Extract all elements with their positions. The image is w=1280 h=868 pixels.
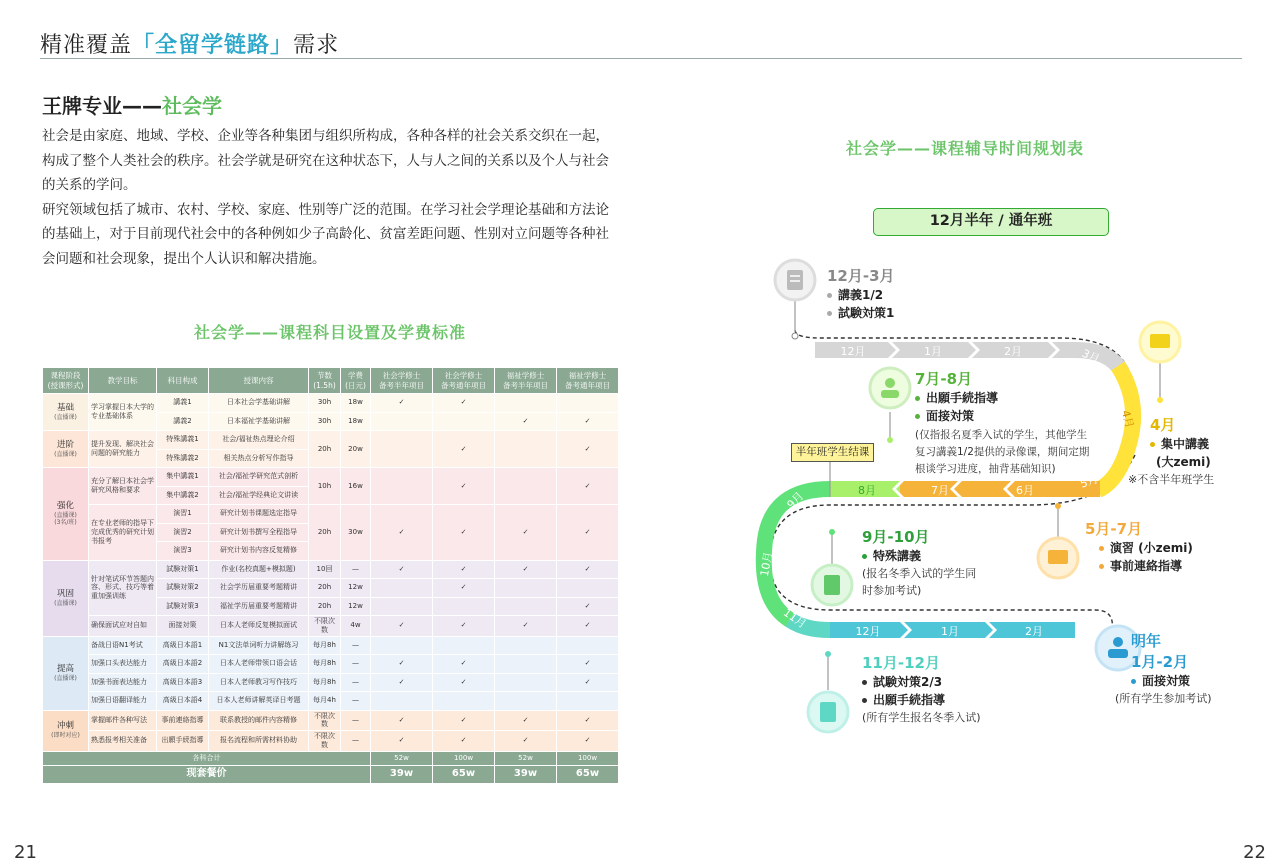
stage-cell: 强化 (直播课) (3名/班) <box>43 468 89 561</box>
stage-cell: 冲刺 (即时对应) <box>43 710 89 751</box>
period-11-12-item: 出願手続指導 <box>873 693 946 707</box>
check-cell: ✓ <box>433 710 495 731</box>
header-bracket-left: 「 <box>132 33 156 58</box>
period-4-item: 集中講義 <box>1161 437 1210 451</box>
subject-cell: 試験対策3 <box>157 597 209 616</box>
intro-paragraph-1: 社会是由家庭、地域、学校、企业等各种集团与组织所构成，各种各样的社会关系交织在一起，构成了整个人类社会的秩序。社会学就是研究在这种状态下，人与人之间的关系以及个人与社会的关系的学问。 <box>42 128 609 193</box>
table-title: 社会学——课程科目设置及学费标准 <box>193 323 466 342</box>
subject-cell: 高級日本語4 <box>157 692 209 711</box>
lesson-cell: 20h <box>309 579 341 598</box>
period-1-2-year: 明年 <box>1131 632 1162 650</box>
lesson-cell: 10回 <box>309 560 341 579</box>
lesson-cell: 每月4h <box>309 692 341 711</box>
check-cell: ✓ <box>371 394 433 413</box>
period-12-3-title: 12月-3月 <box>827 267 895 285</box>
schedule-title: 社会学——课程辅导时间规划表 <box>846 139 1085 158</box>
subject-cell: 集中講義1 <box>157 468 209 487</box>
period-7-8-title: 7月-8月 <box>915 370 973 388</box>
fee-cell: — <box>341 692 371 711</box>
sum-cell: 100w <box>433 751 495 765</box>
stage-cell: 进阶 (直播课) <box>43 431 89 468</box>
lesson-cell: 不限次数 <box>309 616 341 637</box>
check-cell: ✓ <box>433 431 495 468</box>
price-cell: 39w <box>371 765 433 783</box>
period-11-12-item: 試験対策2/3 <box>873 675 943 689</box>
check-cell: ✓ <box>557 412 619 431</box>
price-label: 现套餐价 <box>43 765 371 783</box>
period-1-2-note: (所有学生参加考试) <box>1115 692 1212 705</box>
check-cell: ✓ <box>495 731 557 752</box>
goal-cell: 针对笔试环节答题内容、形式、技巧等着重加强训练 <box>89 560 157 616</box>
content-cell: 福祉学历届重要考题精讲 <box>209 597 309 616</box>
check-cell: ✓ <box>433 505 495 561</box>
fee-cell: — <box>341 731 371 752</box>
lesson-cell: 每月8h <box>309 636 341 655</box>
table-header-cell: 福祉学修士 备考半年项目 <box>495 368 557 394</box>
track-month-12: 12月 <box>840 345 866 358</box>
track-month-3: 3月 <box>1079 346 1102 367</box>
goal-cell: 熟悉报考相关准备 <box>89 731 157 752</box>
check-cell: ✓ <box>433 560 495 579</box>
subject-cell: 集中講義2 <box>157 486 209 505</box>
goal-cell: 确保面试应对自如 <box>89 616 157 637</box>
check-cell: ✓ <box>557 597 619 616</box>
lesson-cell: 每月8h <box>309 655 341 674</box>
subject-cell: 出願手続指導 <box>157 731 209 752</box>
table-header-cell: 授课内容 <box>209 368 309 394</box>
period-9-10-item: 特殊講義 <box>873 549 922 563</box>
check-cell: ✓ <box>495 560 557 579</box>
check-cell: ✓ <box>433 655 495 674</box>
section-title-highlight: 社会学 <box>162 94 222 118</box>
table-header-cell: 社会学修士 备考通年项目 <box>433 368 495 394</box>
fee-cell: 4w <box>341 616 371 637</box>
subject-cell: 高級日本語2 <box>157 655 209 674</box>
period-5-7-item: 事前連絡指導 <box>1110 559 1183 573</box>
content-cell: 日本人老师教习写作技巧 <box>209 673 309 692</box>
price-cell: 65w <box>433 765 495 783</box>
intro-paragraph-2: 研究领域包括了城市、农村、学校、家庭、性别等广泛的范围。在学习社会学理论基础和方法论的基础上，对于目前现代社会中的各种例如少子高龄化、贫富差距问题、性别对立问题等各种社会问题和社会现象，提出个人认识和解决措施。 <box>42 201 609 267</box>
goal-cell: 学习掌握日本大学的专业基础体系 <box>89 394 157 431</box>
fee-cell: — <box>341 673 371 692</box>
stage-cell: 提高 (直播课) <box>43 636 89 710</box>
period-11-12-title: 11月-12月 <box>862 654 940 672</box>
check-cell: ✓ <box>557 710 619 731</box>
period-1-2-title: 1月-2月 <box>1131 653 1189 671</box>
content-cell: 联系教授的邮件内容精修 <box>209 710 309 731</box>
price-cell: 39w <box>495 765 557 783</box>
subject-cell: 事前連絡指導 <box>157 710 209 731</box>
subject-cell: 特殊講義2 <box>157 449 209 468</box>
check-cell: ✓ <box>557 431 619 468</box>
track-month-12b: 12月 <box>855 625 881 638</box>
period-12-3-item: 試験対策1 <box>838 306 895 320</box>
goal-cell: 在专业老师的指导下完成优秀的研究计划书报考 <box>89 505 157 561</box>
fee-cell: 30w <box>341 505 371 561</box>
table-header-cell: 课程阶段 (授课形式) <box>43 368 89 394</box>
header-suffix: 需求 <box>293 33 340 58</box>
header-highlight: 全留学链路 <box>155 33 271 58</box>
lesson-cell: 每月8h <box>309 673 341 692</box>
circle-12-3 <box>775 260 815 300</box>
lesson-cell: 30h <box>309 412 341 431</box>
content-cell: 日本人老师讲解英译日考题 <box>209 692 309 711</box>
track-month-7: 7月 <box>931 484 949 497</box>
circle-9-10 <box>812 565 852 605</box>
check-cell: ✓ <box>433 731 495 752</box>
circle-7-8 <box>870 368 910 408</box>
subject-cell: 特殊講義1 <box>157 431 209 450</box>
half-year-end-tag: 半年班学生结课 <box>791 443 874 462</box>
lesson-cell: 20h <box>309 505 341 561</box>
goal-cell: 加强书面表达能力 <box>89 673 157 692</box>
period-7-8-item: 出願手続指導 <box>926 391 999 405</box>
check-cell: ✓ <box>557 468 619 505</box>
check-cell: ✓ <box>495 505 557 561</box>
content-cell: 报名流程和所需材料协助 <box>209 731 309 752</box>
check-cell: ✓ <box>557 616 619 637</box>
period-9-10-note: (报名冬季入试的学生同时参加考试) <box>862 567 977 597</box>
fee-cell: — <box>341 560 371 579</box>
table-header-cell: 学费 (日元) <box>341 368 371 394</box>
table-header-cell: 社会学修士 备考半年项目 <box>371 368 433 394</box>
fee-cell: 12w <box>341 597 371 616</box>
track-month-10: 10月 <box>757 550 776 578</box>
content-cell: 社会/福祉学研究范式剖析 <box>209 468 309 487</box>
content-cell: 日本人老师带领口语会话 <box>209 655 309 674</box>
header-prefix: 精准覆盖 <box>40 33 133 58</box>
content-cell: 作业(名校真题+模拟题) <box>209 560 309 579</box>
sum-cell: 100w <box>557 751 619 765</box>
content-cell: 社会/福祉热点理论介绍 <box>209 431 309 450</box>
check-cell: ✓ <box>557 673 619 692</box>
check-cell: ✓ <box>433 579 495 598</box>
fee-cell: 16w <box>341 468 371 505</box>
table-header-cell: 福祉学修士 备考通年项目 <box>557 368 619 394</box>
price-cell: 65w <box>557 765 619 783</box>
period-11-12 <box>862 652 1012 726</box>
check-cell: ✓ <box>371 731 433 752</box>
track-month-1b: 1月 <box>941 625 959 638</box>
period-1-2-item: 面接対策 <box>1142 674 1191 688</box>
goal-cell: 加强日语翻译能力 <box>89 692 157 711</box>
check-cell: ✓ <box>371 710 433 731</box>
content-cell: 社会学历届重要考题精讲 <box>209 579 309 598</box>
period-1-2 <box>1115 630 1255 707</box>
lesson-cell: 20h <box>309 431 341 468</box>
lesson-cell: 不限次数 <box>309 710 341 731</box>
table-header-cell: 节数 (1.5h) <box>309 368 341 394</box>
check-cell: ✓ <box>495 710 557 731</box>
check-cell: ✓ <box>495 616 557 637</box>
content-cell: 日本福祉学基础讲解 <box>209 412 309 431</box>
track-month-1: 1月 <box>924 345 942 358</box>
track-month-8: 8月 <box>858 484 876 497</box>
content-cell: 日本社会学基础讲解 <box>209 394 309 413</box>
header-bracket-right: 」 <box>270 33 294 58</box>
check-cell: ✓ <box>371 655 433 674</box>
goal-cell: 掌握邮件各种写法 <box>89 710 157 731</box>
period-5-7-title: 5月-7月 <box>1085 520 1143 538</box>
subject-cell: 演習3 <box>157 542 209 561</box>
period-7-8-item: 面接対策 <box>926 409 975 423</box>
period-5-7 <box>1085 518 1193 575</box>
content-cell: 研究计划书内容反复精修 <box>209 542 309 561</box>
period-4 <box>1128 414 1260 488</box>
table-header-cell: 科目构成 <box>157 368 209 394</box>
stage-cell: 基础 (直播课) <box>43 394 89 431</box>
subject-cell: 試験対策1 <box>157 560 209 579</box>
subject-cell: 講義1 <box>157 394 209 413</box>
lesson-cell: 10h <box>309 468 341 505</box>
fee-cell: 18w <box>341 412 371 431</box>
fee-cell: — <box>341 655 371 674</box>
check-cell: ✓ <box>557 731 619 752</box>
subject-cell: 高級日本語3 <box>157 673 209 692</box>
track-month-9: 9月 <box>784 489 807 512</box>
period-12-3-item: 講義1/2 <box>838 288 884 302</box>
check-cell: ✓ <box>433 616 495 637</box>
section-title-prefix: 王牌专业—— <box>42 94 162 118</box>
period-4-item: (大zemi) <box>1156 455 1211 469</box>
goal-cell: 备战日语N1考试 <box>89 636 157 655</box>
stage-cell: 巩固 (直播课) <box>43 560 89 636</box>
period-4-title: 4月 <box>1150 416 1176 434</box>
period-11-12-note: (所有学生报名冬季入试) <box>862 711 981 724</box>
circle-4 <box>1140 322 1180 362</box>
content-cell: N1文法单词听力讲解练习 <box>209 636 309 655</box>
track-month-2: 2月 <box>1004 345 1022 358</box>
check-cell: ✓ <box>371 616 433 637</box>
subject-cell: 高級日本語1 <box>157 636 209 655</box>
page-number-left: 21 <box>14 842 37 863</box>
check-cell: ✓ <box>557 655 619 674</box>
check-cell: ✓ <box>433 468 495 505</box>
content-cell: 日本人老师反复模拟面试 <box>209 616 309 637</box>
track-month-5: 5月 <box>1078 472 1100 491</box>
check-cell: ✓ <box>371 505 433 561</box>
subject-cell: 講義2 <box>157 412 209 431</box>
track-month-11: 11月 <box>780 605 809 631</box>
subject-cell: 面接対策 <box>157 616 209 637</box>
check-cell: ✓ <box>557 560 619 579</box>
period-7-8-note: (仅指报名夏季入试的学生，其他学生复习講義1/2提供的录像课，期间定期根谈学习进度，抽背基础知识) <box>915 429 1090 475</box>
fee-cell: 20w <box>341 431 371 468</box>
fee-cell: — <box>341 636 371 655</box>
subject-cell: 試験対策2 <box>157 579 209 598</box>
period-7-8 <box>915 368 1095 478</box>
content-cell: 研究计划书撰写全程指导 <box>209 523 309 542</box>
track-month-6: 6月 <box>1016 484 1034 497</box>
check-cell: ✓ <box>433 394 495 413</box>
check-cell: ✓ <box>557 505 619 561</box>
goal-cell: 加强口头表达能力 <box>89 655 157 674</box>
subject-cell: 演習2 <box>157 523 209 542</box>
fee-cell: 12w <box>341 579 371 598</box>
lesson-cell: 30h <box>309 394 341 413</box>
period-5-7-item: 演習 (小zemi) <box>1110 541 1193 555</box>
goal-cell: 提升发现、解决社会问题的研究能力 <box>89 431 157 468</box>
circle-11-12 <box>808 692 848 732</box>
check-cell: ✓ <box>433 673 495 692</box>
subject-cell: 演習1 <box>157 505 209 524</box>
check-cell: ✓ <box>371 560 433 579</box>
track-month-4: 4月 <box>1118 408 1137 430</box>
fee-cell: 18w <box>341 394 371 413</box>
content-cell: 研究计划书课题选定指导 <box>209 505 309 524</box>
period-9-10-title: 9月-10月 <box>862 528 930 546</box>
fee-cell: — <box>341 710 371 731</box>
period-4-note: ※不含半年班学生 <box>1128 473 1215 486</box>
period-9-10 <box>862 526 1012 599</box>
circle-5-7 <box>1038 538 1078 578</box>
table-header-cell: 教学目标 <box>89 368 157 394</box>
period-12-3 <box>827 265 895 322</box>
goal-cell: 充分了解日本社会学研究风格和要求 <box>89 468 157 505</box>
sum-cell: 52w <box>371 751 433 765</box>
check-cell: ✓ <box>371 673 433 692</box>
track-month-2b: 2月 <box>1025 625 1043 638</box>
content-cell: 社会/福祉学经典论文讲读 <box>209 486 309 505</box>
page-number-right: 22 <box>1243 842 1266 863</box>
sum-cell: 52w <box>495 751 557 765</box>
content-cell: 相关热点分析写作指导 <box>209 449 309 468</box>
lesson-cell: 不限次数 <box>309 731 341 752</box>
class-type-badge: 12月半年 / 通年班 <box>873 208 1109 236</box>
lesson-cell: 20h <box>309 597 341 616</box>
sum-label: 各科合计 <box>43 751 371 765</box>
check-cell: ✓ <box>495 412 557 431</box>
